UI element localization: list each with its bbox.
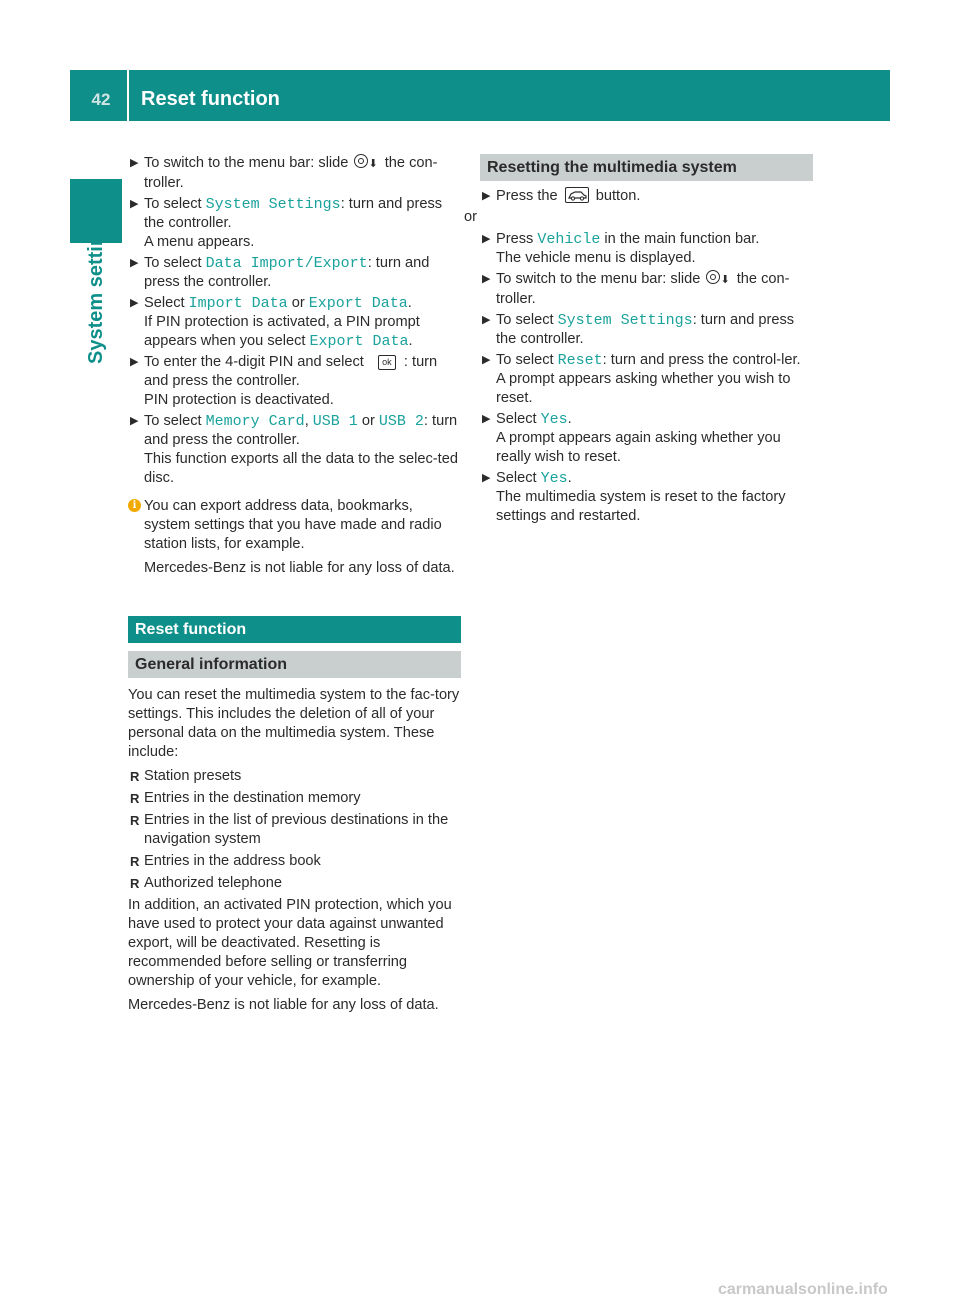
controller-icon (354, 154, 368, 168)
list-item: R Entries in the destination memory (130, 790, 361, 806)
menu-item-import-data: Import Data (188, 295, 288, 312)
step-arrow-icon: ▶ (482, 354, 491, 366)
step-arrow-icon: ▶ (130, 415, 139, 427)
bullet-icon: R (130, 791, 140, 806)
menu-item-reset: Reset (557, 352, 603, 369)
page-header (70, 70, 890, 121)
paragraph-pin-protection: In addition, an activated PIN protection, which you have used to protect your data against unwanted export, will be deactivated. Resetting is recommended before selling or transferring ownership of your vehicle, for example. (128, 897, 452, 989)
footer-watermark: carmanualsonline.info (718, 1281, 888, 1298)
ok-icon: ok (378, 355, 396, 370)
list-item: R Station presets (130, 768, 242, 784)
paragraph-reset-intro: You can reset the multimedia system to the fac-tory settings. This includes the deletion of all of your personal data on the multimedia system. These include: (128, 687, 460, 760)
step-enter-pin: ▶ To enter the 4-digit PIN and select ok : turn and press the controller. PIN protection is deactivated. (130, 354, 438, 408)
step-arrow-icon: ▶ (130, 297, 139, 309)
step-select-system-settings: ▶ To select System Settings: turn and press the controller. A menu appears. (130, 196, 443, 250)
step-press-vehicle-button: ▶ Press the button. (482, 188, 641, 204)
subsection-title-general-information: General information (128, 651, 461, 678)
step-select-yes-second: ▶ Select Yes. The multimedia system is reset to the factory settings and restarted. (482, 470, 786, 524)
side-label-text: System settings (85, 210, 107, 364)
menu-item-yes: Yes (540, 470, 568, 487)
step-arrow-icon: ▶ (482, 273, 491, 285)
paragraph-liability: Mercedes-Benz is not liable for any loss of data. (128, 997, 439, 1013)
step-press-vehicle: ▶ Press Vehicle in the main function bar. The vehicle menu is displayed. (482, 231, 760, 266)
info-text: You can export address data, bookmarks, system settings that you have made and radio station lists, for example. (144, 498, 442, 552)
menu-item-system-settings: System Settings (205, 196, 341, 213)
page-title: Reset function (141, 88, 280, 110)
step-arrow-icon: ▶ (482, 472, 491, 484)
step-arrow-icon: ▶ (482, 233, 491, 245)
step-select-reset: ▶ To select Reset: turn and press the control-ler. A prompt appears asking whether you wish to reset. (482, 352, 801, 406)
step-select-import-export: ▶ Select Import Data or Export Data. If PIN protection is activated, a PIN prompt appears when you select Export Data. (130, 295, 420, 350)
menu-item-memory-card: Memory Card (205, 413, 305, 430)
step-arrow-icon: ▶ (482, 413, 491, 425)
bullet-icon: R (130, 876, 140, 891)
step-switch-menu-bar: ▶ To switch to the menu bar: slide ⬇ the con-troller. (482, 271, 790, 307)
menu-item-export-data: Export Data (309, 333, 409, 350)
step-arrow-icon: ▶ (482, 314, 491, 326)
menu-item-usb-2: USB 2 (378, 413, 424, 430)
car-icon (565, 187, 589, 203)
step-arrow-icon: ▶ (130, 257, 139, 269)
list-item: R Authorized telephone (130, 875, 282, 891)
menu-item-export-data: Export Data (308, 295, 408, 312)
page-number: 42 (91, 90, 111, 109)
header-divider (127, 70, 129, 121)
list-item: R Entries in the list of previous destinations in the navigation system (130, 812, 449, 847)
menu-item-data-import-export: Data Import/Export (205, 255, 368, 272)
step-arrow-icon: ▶ (482, 190, 491, 202)
slide-down-icon: ⬇ (368, 158, 378, 170)
subsection-title-resetting-multimedia: Resetting the multimedia system (480, 154, 813, 181)
info-icon: i (128, 499, 141, 512)
right-column (464, 154, 813, 528)
controller-icon (706, 270, 720, 284)
step-select-data-import-export: ▶ To select Data Import/Export: turn and press the controller. (130, 255, 430, 290)
or-separator: or (464, 209, 477, 225)
step-arrow-icon: ▶ (130, 157, 139, 169)
list-item: R Entries in the address book (130, 853, 321, 869)
step-select-target-disc: ▶ To select Memory Card, USB 1 or USB 2: turn and press the controller. This function exports all the data to the selec-ted disc. (130, 413, 458, 486)
info-text-liability: Mercedes-Benz is not liable for any loss of data. (144, 560, 455, 576)
menu-item-vehicle: Vehicle (537, 231, 601, 248)
bullet-icon: R (130, 769, 140, 784)
step-arrow-icon: ▶ (130, 198, 139, 210)
section-title-reset-function: Reset function (128, 616, 461, 643)
menu-item-usb-1: USB 1 (312, 413, 358, 430)
menu-item-yes: Yes (540, 411, 568, 428)
side-label (78, 210, 118, 404)
step-arrow-icon: ▶ (130, 356, 139, 368)
slide-down-icon: ⬇ (720, 274, 730, 286)
menu-item-system-settings: System Settings (557, 312, 693, 329)
left-column (128, 154, 461, 1020)
bullet-icon: R (130, 854, 140, 869)
info-note (128, 497, 461, 578)
step-switch-menu-bar: ▶ To switch to the menu bar: slide ⬇ the con-troller. (130, 155, 438, 191)
step-select-yes-first: ▶ Select Yes. A prompt appears again asking whether you really wish to reset. (482, 411, 781, 465)
bullet-icon: R (130, 813, 140, 828)
step-select-system-settings: ▶ To select System Settings: turn and press the controller. (482, 312, 795, 347)
